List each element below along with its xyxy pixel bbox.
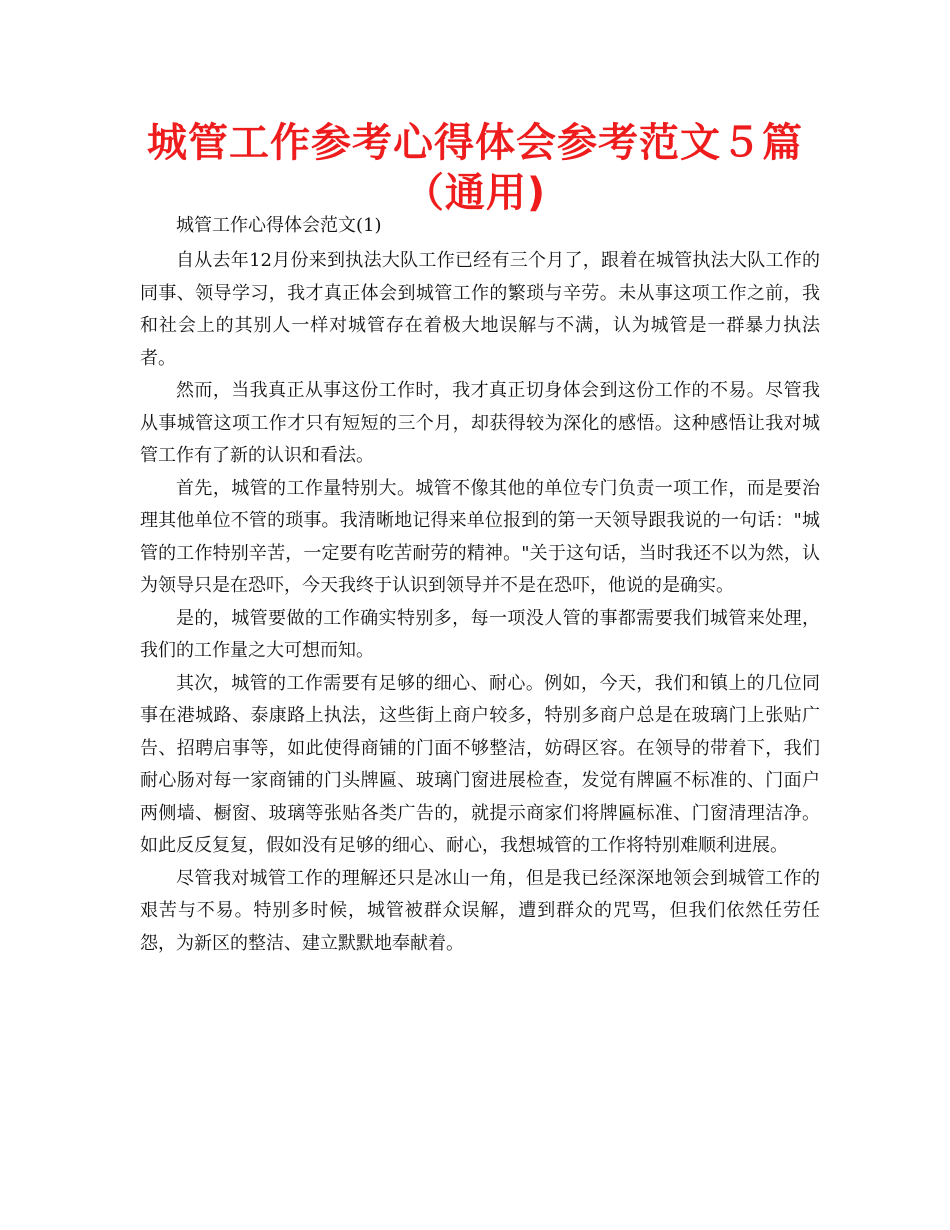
paragraph-2: 然而，当我真正从事这份工作时，我才真正切身体会到这份工作的不易。尽管我从事城管这项工作才只有短短的三个月，却获得较为深化的感悟。这种感悟让我对城管工作有了新的认识和看法。 bbox=[140, 380, 820, 466]
paragraph-6: 尽管我对城管工作的理解还只是冰山一角，但是我已经深深地领会到城管工作的艰苦与不易。特别多时候，城管被群众误解，遭到群众的咒骂，但我们依然任劳任怨，为新区的整洁、建立默默地奉献着。 bbox=[140, 867, 820, 954]
paragraph-5: 其次，城管的工作需要有足够的细心、耐心。例如，今天，我们和镇上的几位同事在港城路、泰康路上执法，这些街上商户较多，特别多商户总是在玻璃门上张贴广告、招聘启事等，如此使得商铺的门面不够整洁，妨碍区容。在领导的带着下，我们耐心肠对每一家商铺的门头牌匾、玻璃门窗进展检查，发觉有牌匾不标准的、门面户两侧墙、橱窗、玻璃等张贴各类广告的，就提示商家们将牌匾标准、门窗清理洁净。如此反反复复，假如没有足够的细心、耐心，我想城管的工作将特别难顺利进展。 bbox=[140, 672, 820, 856]
document-title: 城管工作参考心得体会参考范文５篇（通用) bbox=[147, 120, 803, 216]
document-body bbox=[140, 211, 820, 960]
section-heading: 城管工作心得体会范文(1) bbox=[176, 215, 382, 236]
paragraph-4: 是的，城管要做的工作确实特别多，每一项没人管的事都需要我们城管来处理，我们的工作量之大可想而知。 bbox=[140, 607, 820, 661]
paragraph-1: 自从去年12月份来到执法大队工作已经有三个月了，跟着在城管执法大队工作的同事、领导学习，我才真正体会到城管工作的繁琐与辛劳。未从事这项工作之前，我和社会上的其别人一样对城管存在着极大地误解与不满，认为城管是一群暴力执法者。 bbox=[140, 250, 820, 369]
paragraph-3: 首先，城管的工作量特别大。城管不像其他的单位专门负责一项工作，而是要治理其他单位不管的琐事。我清晰地记得来单位报到的第一天领导跟我说的一句话："城管的工作特别辛苦，一定要有吃苦耐劳的精神。"关于这句话，当时我还不以为然，认为领导只是在恐吓，今天我终于认识到领导并不是在恐吓，他说的是确实。 bbox=[140, 477, 820, 596]
